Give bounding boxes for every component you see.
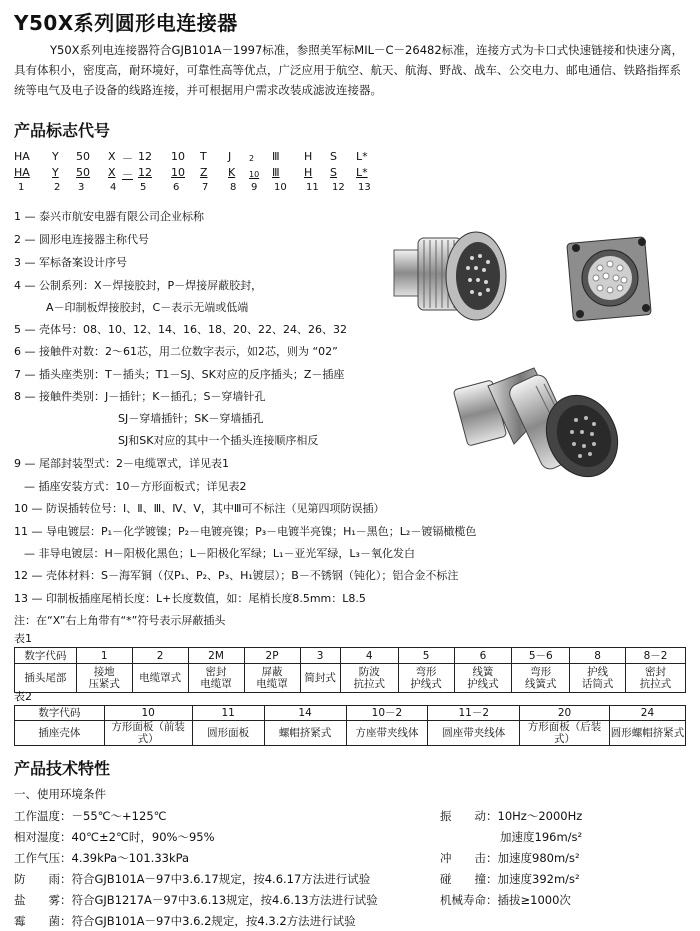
code-token: － (122, 152, 133, 165)
table-cell: 简封式 (300, 664, 340, 693)
code-item: SJ－穿墙插针；SK－穿墙插孔 (118, 412, 264, 425)
env-item: 加速度196m/s² (500, 830, 583, 844)
code-token: 7 (202, 182, 209, 193)
code-token: 2 (54, 182, 61, 193)
code-token: HA (14, 166, 30, 179)
code-token: 3 (78, 182, 85, 193)
table-header-cell: 数字代码 (15, 706, 105, 721)
table2 (14, 705, 686, 746)
table-header-cell: 10 (104, 706, 192, 721)
right-angle-plug-image (453, 368, 630, 488)
table-cell: 护线 话筒式 (570, 664, 626, 693)
code-item: 4 — 公制系列：X－焊接胶封，P－焊接屏蔽胶封， (14, 279, 263, 292)
code-item: SJ和SK对应的其中一个插头连接顺序相反 (118, 434, 319, 447)
code-token: HA (14, 150, 30, 163)
code-token: X (108, 150, 116, 163)
table-header-row (15, 648, 686, 664)
section-code-title: 产品标志代号 (14, 121, 111, 140)
table-header-cell: 3 (300, 648, 340, 664)
table-header-cell: 2 (132, 648, 188, 664)
code-item: 11 — 导电镀层：P₁－化学镀镍；P₂－电镀亮镍；P₃－电镀半亮镍；H₁－黑色；L₂－镀镉橄榄色 (14, 525, 477, 538)
table-header-cell: 5 (398, 648, 454, 664)
code-token: 1 (18, 182, 25, 193)
table-header-cell: 20 (520, 706, 610, 721)
table-header-cell: 10－2 (346, 706, 428, 721)
code-token: 12 (138, 166, 152, 179)
table-cell: 方座带夹线体 (346, 721, 428, 746)
code-token: X (108, 166, 116, 179)
code-token: Ⅲ (272, 166, 280, 179)
env-item: 防 雨：符合GJB101A－97中3.6.17规定，按4.6.17方法进行试验 (14, 872, 371, 886)
env-item: 工作温度：－55℃～+125℃ (14, 809, 167, 823)
table-header-row (15, 706, 686, 721)
env-item: 工作气压：4.39kPa～101.33kPa (14, 851, 190, 865)
code-token: L* (356, 150, 368, 163)
code-token: T (200, 150, 207, 163)
table-header-cell: 24 (609, 706, 685, 721)
table-cell: 弯形 线簧式 (512, 664, 570, 693)
table-row (15, 721, 686, 746)
table-header-cell: 2P (244, 648, 300, 664)
table-header-cell: 11 (192, 706, 264, 721)
code-token: 50 (76, 150, 90, 163)
code-token: 8 (230, 182, 237, 193)
code-token: 2 (249, 154, 255, 163)
code-item: — 非导电镀层：H－阳极化黑色；L－阳极化军绿；L₁－亚光军绿，L₃－氧化发白 (24, 547, 415, 560)
env-item: 相对湿度：40℃±2℃时，90%～95% (14, 830, 215, 844)
table-cell: 方形面板（前装式） (104, 721, 192, 746)
straight-plug-image (394, 232, 506, 320)
code-token: H (304, 150, 313, 163)
table-cell: 弯形 护线式 (398, 664, 454, 693)
code-item: 7 — 插头座类别：T－插头；T1－SJ、SK对应的反序插头；Z－插座 (14, 368, 345, 381)
code-item: 9 — 尾部封装型式：2－电缆罩式，详见表1 (14, 457, 229, 470)
table-cell: 圆形螺帽挤紧式 (609, 721, 685, 746)
env-title: 一、使用环境条件 (14, 787, 106, 801)
table-cell: 插座壳体 (15, 721, 105, 746)
code-item: 1 — 泰兴市航安电器有限公司企业标称 (14, 210, 204, 223)
env-item: 冲 击：加速度980m/s² (440, 851, 580, 865)
table-cell: 方形面板（后装式） (520, 721, 610, 746)
code-item: 5 — 壳体号：08、10、12、14、16、18、20、22、24、26、32 (14, 323, 347, 336)
env-item: 振 动：10Hz～2000Hz (440, 809, 583, 823)
table-header-cell: 6 (454, 648, 512, 664)
table-cell: 密封 电缆罩 (188, 664, 244, 693)
code-token: J (228, 150, 232, 163)
section-tech-title: 产品技术特性 (14, 759, 111, 778)
square-receptacle-image (567, 237, 652, 322)
table-cell: 电缆罩式 (132, 664, 188, 693)
code-item: 6 — 接触件对数：2～61芯，用二位数字表示，如2芯，则为 “02” (14, 345, 338, 358)
code-token: H (304, 166, 313, 179)
code-token: 12 (332, 182, 345, 193)
code-token: 10 (249, 170, 260, 179)
code-token: 10 (171, 166, 185, 179)
code-token: 10 (171, 150, 185, 163)
table-header-cell: 8 (570, 648, 626, 664)
table-header-cell: 8－2 (626, 648, 686, 664)
code-token: 11 (306, 182, 319, 193)
code-token: 50 (76, 166, 90, 179)
table-cell: 圆座带夹线体 (428, 721, 520, 746)
table-cell: 插头尾部 (15, 664, 77, 693)
table-cell: 防波 抗拉式 (340, 664, 398, 693)
code-item: 10 — 防误插转位号：Ⅰ、Ⅱ、Ⅲ、Ⅳ、Ⅴ，其中Ⅲ可不标注（见第四项防误插） (14, 502, 385, 515)
code-token: S (330, 166, 337, 179)
table-header-cell: 14 (264, 706, 346, 721)
code-token: Y (52, 166, 59, 179)
code-token: S (330, 150, 337, 163)
code-token: L* (356, 166, 368, 179)
code-item: 2 — 圆形电连接器主称代号 (14, 233, 149, 246)
code-item: 12 — 壳体材料：S－海军铜（仅P₁、P₂、P₃、H₁镀层）；B－不锈钢（钝化）；铝合金不标注 (14, 569, 459, 582)
table-cell: 密封 抗拉式 (626, 664, 686, 693)
table1-label: 表1 (14, 632, 32, 645)
env-item: 盐 雾：符合GJB1217A－97中3.6.13规定，按4.6.13方法进行试验 (14, 893, 378, 907)
code-token: Ⅲ (272, 150, 280, 163)
table-cell: 线簧 护线式 (454, 664, 512, 693)
table-header-cell: 2M (188, 648, 244, 664)
table-row (15, 664, 686, 693)
code-token: 6 (173, 182, 180, 193)
connector-illustration (384, 208, 688, 498)
code-token: 13 (358, 182, 371, 193)
table-header-cell: 数字代码 (15, 648, 77, 664)
table-header-cell: 11－2 (428, 706, 520, 721)
shield-note: 注：在“X”右上角带有“*”符号表示屏蔽插头 (14, 614, 226, 627)
env-item: 碰 撞：加速度392m/s² (440, 872, 580, 886)
table-header-cell: 5－6 (512, 648, 570, 664)
code-item: 3 — 军标备案设计序号 (14, 256, 127, 269)
table-cell: 屏蔽 电缆罩 (244, 664, 300, 693)
code-row-1 (14, 150, 384, 164)
code-item: — 插座安装方式：10－方形面板式；详见表2 (24, 480, 247, 493)
table-header-cell: 4 (340, 648, 398, 664)
code-token: K (228, 166, 236, 179)
code-token: 5 (140, 182, 147, 193)
intro-paragraph: Y50X系列电连接器符合GJB101A－1997标准，参照美军标MIL－C－26482标准，连接方式为卡口式快速链接和快速分离，具有体积小，密度高，耐环境好，可靠性高等优点，广泛应用于航空、航天、航海、野战、战车、公交电力、邮电通信、铁路指挥系统等电气及电子设备的线路连接，并可根据用户需求改装成滤波连接器。 (14, 43, 684, 97)
table2-label: 表2 (14, 690, 32, 703)
table-cell: 圆形面板 (192, 721, 264, 746)
table-cell: 螺帽挤紧式 (264, 721, 346, 746)
code-item: A－印制板焊接胶封，C－表示无端或低端 (46, 301, 249, 314)
table-header-cell: 1 (76, 648, 132, 664)
code-row-2 (14, 166, 384, 180)
code-number-row (14, 182, 384, 196)
table-cell: 接地 压紧式 (76, 664, 132, 693)
page-title: Y50X系列圆形电连接器 (14, 11, 238, 35)
table1 (14, 647, 686, 693)
code-token: 10 (274, 182, 287, 193)
code-token: 4 (110, 182, 117, 193)
code-token: － (122, 168, 133, 181)
env-item: 机械寿命：插拔≥1000次 (440, 893, 571, 907)
code-token: 12 (138, 150, 152, 163)
code-token: Y (52, 150, 59, 163)
env-item: 霉 菌：符合GJB101A－97中3.6.2规定，按4.3.2方法进行试验 (14, 914, 356, 928)
code-token: Z (200, 166, 208, 179)
code-item: 8 — 接触件类别：J－插针；K－插孔；S－穿墙针孔 (14, 390, 266, 403)
code-item: 13 — 印制板插座尾梢长度：L+长度数值，如：尾梢长度8.5mm：L8.5 (14, 592, 366, 605)
code-token: 9 (251, 182, 258, 193)
